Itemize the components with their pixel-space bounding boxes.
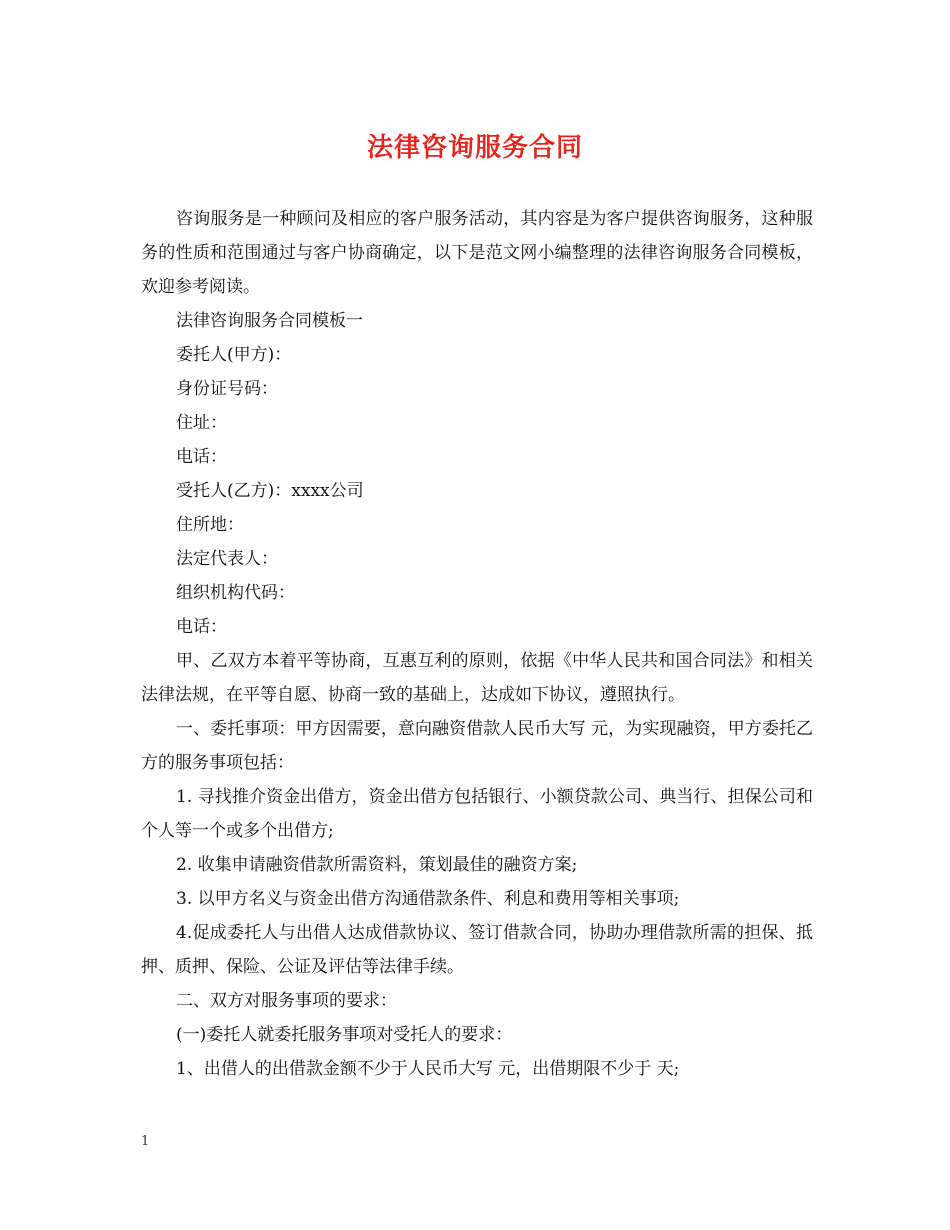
trustee-party-line: 受托人(乙方)：xxxx公司 [176,481,364,501]
clause-1-item-4: 4.促成委托人与出借人达成借款协议、签订借款合同，协助办理借款所需的担保、抵押、质押、保险、公证及评估等法律手续。 [141,923,813,977]
clause-1-item-1: 1. 寻找推介资金出借方，资金出借方包括银行、小额贷款公司、典当行、担保公司和个人等一个或多个出借方; [141,787,813,841]
organization-code-line: 组织机构代码： [176,583,295,603]
agreement-preamble: 甲、乙双方本着平等协商，互惠互利的原则，依据《中华人民共和国合同法》和相关法律法规，在平等自愿、协商一致的基础上，达成如下协议，遵照执行。 [141,651,813,705]
phone-line: 电话： [176,447,227,467]
domicile-line: 住所地： [176,515,244,535]
clause-2-subheading: (一)委托人就委托服务事项对受托人的要求： [176,1025,513,1045]
legal-representative-line: 法定代表人： [176,549,278,569]
address-line: 住址： [176,413,227,433]
document-body [141,202,813,1086]
id-number-line: 身份证号码： [176,379,278,399]
clause-1-item-3: 3. 以甲方名义与资金出借方沟通借款条件、利息和费用等相关事项; [176,889,680,909]
clause-1-heading: 一、委托事项：甲方因需要，意向融资借款人民币大写 元，为实现融资，甲方委托乙方的服务事项包括： [141,719,813,773]
clause-1-item-2: 2. 收集申请融资借款所需资料，策划最佳的融资方案; [176,855,578,875]
clause-2-item-1: 1、出借人的出借款金额不少于人民币大写 元，出借期限不少于 天; [176,1059,680,1079]
intro-paragraph: 咨询服务是一种顾问及相应的客户服务活动，其内容是为客户提供咨询服务，这种服务的性质和范围通过与客户协商确定，以下是范文网小编整理的法律咨询服务合同模板，欢迎参考阅读。 [141,209,813,297]
template-heading: 法律咨询服务合同模板一 [176,311,363,331]
document-title: 法律咨询服务合同 [366,133,583,163]
client-party-line: 委托人(甲方)： [176,345,292,365]
page-number: 1 [141,1134,150,1149]
clause-2-heading: 二、双方对服务事项的要求： [176,991,397,1011]
trustee-phone-line: 电话： [176,617,227,637]
